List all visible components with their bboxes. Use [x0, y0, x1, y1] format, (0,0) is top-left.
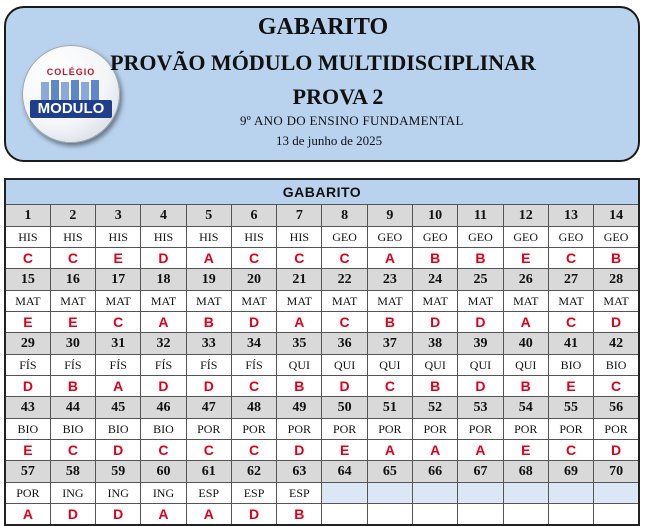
answer-letter: B: [50, 376, 95, 397]
answer-letter: E: [50, 312, 95, 333]
question-number: 27: [548, 269, 593, 291]
subject-code: MAT: [50, 291, 95, 312]
subject-code: HIS: [231, 227, 276, 248]
subject-code: POR: [594, 419, 639, 440]
question-number: 6: [231, 205, 276, 227]
question-number: 2: [50, 205, 95, 227]
subject-code: ING: [141, 483, 186, 504]
question-number: 69: [548, 461, 593, 483]
answer-key-title: GABARITO: [5, 179, 639, 205]
question-number: 52: [413, 397, 458, 419]
question-number: 45: [96, 397, 141, 419]
subject-code: POR: [186, 419, 231, 440]
answer-letter: A: [413, 440, 458, 461]
question-number: 58: [50, 461, 95, 483]
answer-letter: [367, 504, 412, 526]
subject-code: MAT: [367, 291, 412, 312]
answer-letter-row: [5, 376, 639, 397]
subject-code: ESP: [231, 483, 276, 504]
question-number: 70: [594, 461, 639, 483]
subject-code: HIS: [141, 227, 186, 248]
question-number: 25: [458, 269, 503, 291]
answer-letter: B: [413, 248, 458, 269]
question-number: 17: [96, 269, 141, 291]
subject-code: QUI: [458, 355, 503, 376]
answer-letter: C: [548, 440, 593, 461]
subject-code: POR: [367, 419, 412, 440]
answer-letter: A: [96, 376, 141, 397]
subject-code: GEO: [503, 227, 548, 248]
subject-code: ING: [50, 483, 95, 504]
subject-code: MAT: [5, 291, 50, 312]
answer-letter: E: [96, 248, 141, 269]
answer-letter: D: [231, 504, 276, 526]
answer-letter: C: [186, 440, 231, 461]
question-number: 13: [548, 205, 593, 227]
question-number: 8: [322, 205, 367, 227]
question-number: 31: [96, 333, 141, 355]
subject-code-row: [5, 227, 639, 248]
subject-code: GEO: [322, 227, 367, 248]
answer-letter: E: [322, 440, 367, 461]
subject-code-row: [5, 419, 639, 440]
subject-code: QUI: [322, 355, 367, 376]
subject-code: BIO: [548, 355, 593, 376]
answer-letter: D: [322, 376, 367, 397]
subject-code: ING: [96, 483, 141, 504]
subject-code: [458, 483, 503, 504]
question-number: 29: [5, 333, 50, 355]
answer-letter: E: [548, 376, 593, 397]
answer-letter: A: [141, 504, 186, 526]
question-number: 15: [5, 269, 50, 291]
subject-code: MAT: [141, 291, 186, 312]
answer-letter: B: [413, 376, 458, 397]
question-number: 12: [503, 205, 548, 227]
page-title: GABARITO: [257, 14, 389, 40]
question-number: 68: [503, 461, 548, 483]
answer-letter: A: [367, 440, 412, 461]
answer-letter: D: [231, 312, 276, 333]
question-number: 59: [96, 461, 141, 483]
subject-code: [548, 483, 593, 504]
subject-code: ESP: [277, 483, 322, 504]
answer-letter: D: [96, 440, 141, 461]
answer-letter: D: [594, 440, 639, 461]
subject-code: MAT: [322, 291, 367, 312]
question-number: 63: [277, 461, 322, 483]
answer-letter: [503, 504, 548, 526]
subject-code: MAT: [231, 291, 276, 312]
question-number: 47: [186, 397, 231, 419]
question-number: 44: [50, 397, 95, 419]
question-number: 32: [141, 333, 186, 355]
question-number: 62: [231, 461, 276, 483]
logo-top-text: COLÉGIO: [46, 67, 96, 77]
question-number: 3: [96, 205, 141, 227]
answer-letter: E: [5, 440, 50, 461]
answer-key-table: [4, 178, 640, 526]
subject-code: POR: [5, 483, 50, 504]
answer-letter: A: [458, 440, 503, 461]
question-number: 30: [50, 333, 95, 355]
answer-letter: D: [458, 312, 503, 333]
answer-letter: C: [50, 440, 95, 461]
answer-letter: A: [277, 312, 322, 333]
question-number: 5: [186, 205, 231, 227]
subject-code: POR: [277, 419, 322, 440]
subject-code: POR: [503, 419, 548, 440]
answer-letter: D: [141, 248, 186, 269]
answer-letter: A: [5, 504, 50, 526]
answer-letter-row: [5, 312, 639, 333]
subject-code: FÍS: [5, 355, 50, 376]
subject-code: MAT: [548, 291, 593, 312]
answer-letter: [548, 504, 593, 526]
answer-letter: C: [367, 376, 412, 397]
logo-word: MODULO: [30, 100, 112, 118]
question-number: 57: [5, 461, 50, 483]
answer-letter: E: [503, 248, 548, 269]
answer-letter: [458, 504, 503, 526]
answer-letter: D: [96, 504, 141, 526]
question-number: 4: [141, 205, 186, 227]
question-number: 65: [367, 461, 412, 483]
subject-code: QUI: [503, 355, 548, 376]
answer-letter: [322, 504, 367, 526]
subject-code: BIO: [96, 419, 141, 440]
exam-date: 13 de junho de 2025: [276, 133, 383, 148]
answer-letter: C: [96, 312, 141, 333]
answer-letter: D: [186, 376, 231, 397]
subject-code: [594, 483, 639, 504]
answer-letter: [413, 504, 458, 526]
subject-code: HIS: [96, 227, 141, 248]
subject-code: GEO: [548, 227, 593, 248]
answer-letter: B: [367, 312, 412, 333]
question-number: 41: [548, 333, 593, 355]
subject-code: BIO: [141, 419, 186, 440]
question-number: 20: [231, 269, 276, 291]
answer-letter: D: [277, 440, 322, 461]
question-number: 28: [594, 269, 639, 291]
answer-letter: C: [141, 440, 186, 461]
answer-letter: E: [5, 312, 50, 333]
answer-letter: B: [458, 248, 503, 269]
question-number: 33: [186, 333, 231, 355]
question-number: 24: [413, 269, 458, 291]
question-number: 37: [367, 333, 412, 355]
subject-code: MAT: [186, 291, 231, 312]
answer-letter: D: [141, 376, 186, 397]
subject-code-row: [5, 291, 639, 312]
question-number: 54: [503, 397, 548, 419]
subject-code: [367, 483, 412, 504]
question-number: 67: [458, 461, 503, 483]
question-number: 40: [503, 333, 548, 355]
answer-letter: C: [594, 376, 639, 397]
question-number: 50: [322, 397, 367, 419]
subject-code: POR: [413, 419, 458, 440]
question-number: 1: [5, 205, 50, 227]
subject-code-row: [5, 355, 639, 376]
question-number: 14: [594, 205, 639, 227]
exam-number: PROVA 2: [292, 84, 384, 109]
answer-letter: D: [5, 376, 50, 397]
question-number: 64: [322, 461, 367, 483]
subject-code: HIS: [50, 227, 95, 248]
question-number: 46: [141, 397, 186, 419]
question-number-row: [5, 205, 639, 227]
question-number: 49: [277, 397, 322, 419]
question-number: 26: [503, 269, 548, 291]
answer-letter: B: [277, 376, 322, 397]
answer-letter: C: [231, 440, 276, 461]
question-number: 60: [141, 461, 186, 483]
answer-letter-row: [5, 440, 639, 461]
answer-letter: C: [277, 248, 322, 269]
subject-code: GEO: [594, 227, 639, 248]
question-number: 7: [277, 205, 322, 227]
answer-letter: A: [503, 312, 548, 333]
subject-code: [503, 483, 548, 504]
answer-letter: B: [594, 248, 639, 269]
question-number: 9: [367, 205, 412, 227]
answer-letter: A: [186, 504, 231, 526]
subject-code: BIO: [5, 419, 50, 440]
subject-code: QUI: [277, 355, 322, 376]
question-number: 22: [322, 269, 367, 291]
question-number: 18: [141, 269, 186, 291]
question-number: 51: [367, 397, 412, 419]
question-number: 55: [548, 397, 593, 419]
question-number: 11: [458, 205, 503, 227]
subject-code: BIO: [50, 419, 95, 440]
subject-code: POR: [322, 419, 367, 440]
subject-code: GEO: [413, 227, 458, 248]
question-number: 53: [458, 397, 503, 419]
subject-code: FÍS: [231, 355, 276, 376]
answer-letter: C: [322, 248, 367, 269]
answer-letter: B: [186, 312, 231, 333]
grade-level: 9º ANO DO ENSINO FUNDAMENTAL: [240, 113, 464, 128]
question-number: 10: [413, 205, 458, 227]
answer-letter-row: [5, 504, 639, 526]
question-number: 42: [594, 333, 639, 355]
question-number: 56: [594, 397, 639, 419]
answer-letter: B: [277, 504, 322, 526]
subject-code: MAT: [277, 291, 322, 312]
answer-letter: D: [50, 504, 95, 526]
subject-code: MAT: [594, 291, 639, 312]
question-number: 36: [322, 333, 367, 355]
answer-letter: C: [231, 376, 276, 397]
subject-code: MAT: [413, 291, 458, 312]
question-number-row: [5, 461, 639, 483]
answer-letter: C: [5, 248, 50, 269]
subject-code: HIS: [186, 227, 231, 248]
subject-code: FÍS: [186, 355, 231, 376]
subject-code: GEO: [458, 227, 503, 248]
question-number: 61: [186, 461, 231, 483]
answer-letter: D: [458, 376, 503, 397]
subject-code: HIS: [277, 227, 322, 248]
question-number: 34: [231, 333, 276, 355]
question-number: 21: [277, 269, 322, 291]
exam-name: PROVÃO MÓDULO MULTIDISCIPLINAR: [110, 50, 536, 75]
subject-code: GEO: [367, 227, 412, 248]
subject-code: HIS: [5, 227, 50, 248]
answer-letter: A: [367, 248, 412, 269]
answer-letter: C: [50, 248, 95, 269]
question-number: 39: [458, 333, 503, 355]
question-number: 35: [277, 333, 322, 355]
subject-code: FÍS: [96, 355, 141, 376]
subject-code-row: [5, 483, 639, 504]
question-number: 66: [413, 461, 458, 483]
subject-code: FÍS: [141, 355, 186, 376]
question-number: 43: [5, 397, 50, 419]
answer-letter: C: [322, 312, 367, 333]
question-number: 48: [231, 397, 276, 419]
question-number-row: [5, 269, 639, 291]
answer-letter: D: [413, 312, 458, 333]
question-number: 16: [50, 269, 95, 291]
subject-code: MAT: [503, 291, 548, 312]
subject-code: [413, 483, 458, 504]
answer-letter: C: [548, 312, 593, 333]
answer-key-title-row: [5, 179, 639, 205]
question-number: 19: [186, 269, 231, 291]
subject-code: QUI: [413, 355, 458, 376]
subject-code: QUI: [367, 355, 412, 376]
answer-letter: D: [594, 312, 639, 333]
question-number: 38: [413, 333, 458, 355]
question-number-row: [5, 397, 639, 419]
answer-letter: C: [231, 248, 276, 269]
subject-code: POR: [458, 419, 503, 440]
subject-code: MAT: [96, 291, 141, 312]
subject-code: POR: [231, 419, 276, 440]
subject-code: BIO: [594, 355, 639, 376]
answer-letter-row: [5, 248, 639, 269]
answer-letter: C: [548, 248, 593, 269]
subject-code: [322, 483, 367, 504]
answer-letter: [594, 504, 639, 526]
answer-letter: A: [186, 248, 231, 269]
answer-letter: B: [503, 376, 548, 397]
answer-letter: E: [503, 440, 548, 461]
subject-code: POR: [548, 419, 593, 440]
answer-letter: A: [141, 312, 186, 333]
subject-code: MAT: [458, 291, 503, 312]
question-number-row: [5, 333, 639, 355]
subject-code: FÍS: [50, 355, 95, 376]
question-number: 23: [367, 269, 412, 291]
subject-code: ESP: [186, 483, 231, 504]
